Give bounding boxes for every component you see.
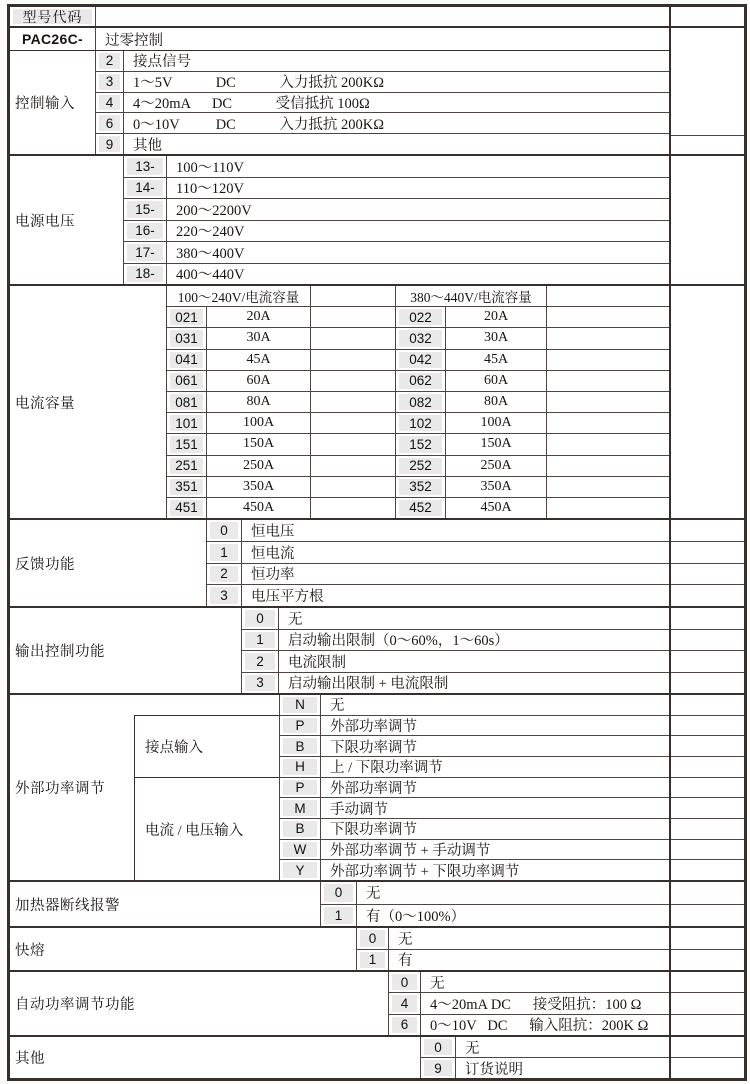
amp-cell: 250A	[446, 456, 547, 476]
option-desc: 无	[366, 886, 381, 903]
option-row	[421, 1057, 669, 1078]
empty-cell	[547, 456, 669, 476]
code-chip: 9	[99, 136, 120, 152]
code-chip: 3	[99, 74, 120, 90]
code-chip: 082	[399, 394, 442, 410]
empty-cell	[547, 498, 669, 518]
option-desc: 电流限制	[288, 654, 346, 671]
blank-code-cell	[671, 735, 744, 756]
amp-cell: 350A	[207, 477, 311, 497]
code-chip: 251	[170, 458, 203, 474]
empty-cell	[311, 434, 396, 454]
option-row	[242, 650, 669, 672]
option-desc: 启动输出限制 + 电流限制	[288, 676, 449, 693]
blank-code-cell	[671, 1014, 744, 1035]
code-chip: 1	[210, 544, 238, 561]
empty-cell	[547, 434, 669, 454]
blank-code-cell	[671, 715, 744, 736]
code-chip: P	[283, 780, 317, 796]
section-feedback	[10, 518, 744, 606]
option-desc: 无	[330, 698, 345, 715]
empty-cell	[311, 371, 396, 391]
option-row	[279, 839, 669, 860]
option-row	[124, 220, 669, 242]
amp-cell: 20A	[207, 307, 311, 327]
option-row	[124, 263, 669, 285]
blank-code-cell	[671, 629, 744, 651]
code-chip: 14-	[127, 180, 163, 197]
empty-cell	[134, 695, 279, 715]
option-row	[96, 112, 669, 133]
option-desc: 有（0～100%）	[366, 908, 466, 925]
option-row	[279, 818, 669, 839]
code-entry-column	[669, 7, 744, 26]
option-desc: 无	[465, 1040, 480, 1057]
blank-code-cell	[671, 839, 744, 860]
option-desc: 1～5V DC 入力抵抗 200KΩ	[133, 75, 384, 92]
code-chip: 4	[392, 995, 417, 1011]
section-auto-power	[10, 970, 744, 1035]
blank-code-cell	[671, 992, 744, 1013]
option-desc: 380～400V	[176, 245, 245, 262]
capacity-row	[167, 370, 669, 391]
blank-code-cell	[671, 156, 744, 284]
code-chip: 17-	[127, 244, 163, 261]
amp-cell: 350A	[446, 477, 547, 497]
option-desc: 400～440V	[176, 267, 245, 284]
section-label: 外部功率调节	[15, 781, 105, 797]
section-current-capacity	[10, 284, 744, 518]
empty-cell	[311, 286, 396, 306]
option-desc: 110～120V	[176, 181, 244, 198]
code-chip: 101	[170, 415, 203, 431]
empty-cell	[311, 498, 396, 518]
model-prefix-row	[10, 28, 669, 50]
section-label: 电流容量	[10, 286, 167, 518]
empty-cell	[311, 413, 396, 433]
blank-code-cell	[671, 756, 744, 777]
capacity-col2-header: 380～440V/电流容量	[396, 286, 547, 306]
code-entry-column	[669, 286, 744, 518]
code-chip: 151	[170, 436, 203, 452]
option-desc: 4～20mA DC 受信抵抗 100Ω	[133, 96, 370, 112]
option-row	[279, 859, 669, 880]
section-control-input	[10, 26, 744, 154]
option-desc: 无	[288, 611, 303, 628]
code-entry-column	[669, 608, 744, 693]
option-row	[279, 777, 669, 798]
option-row	[321, 904, 669, 927]
empty-cell	[311, 307, 396, 327]
option-row	[207, 541, 669, 563]
code-chip: 1	[324, 907, 353, 925]
blank-code-cell	[671, 1037, 744, 1057]
code-chip: 2	[210, 566, 238, 583]
amp-cell: 20A	[446, 307, 547, 327]
empty-cell	[96, 7, 669, 26]
analog-input-group-label: 电流 / 电压输入	[134, 777, 279, 880]
code-chip: 031	[170, 330, 203, 346]
amp-cell: 30A	[446, 328, 547, 348]
capacity-row	[167, 497, 669, 518]
code-chip: 252	[399, 458, 442, 474]
section-label: 反馈功能	[10, 520, 207, 606]
blank-code-cell	[671, 650, 744, 672]
option-desc: 4～20mA DC 接受阻抗：100 Ω	[430, 997, 642, 1013]
blank-code-cell	[671, 520, 744, 541]
section-supply-voltage	[10, 154, 744, 284]
option-row	[242, 608, 669, 629]
code-chip: P	[283, 718, 317, 734]
code-chip: 13-	[127, 158, 163, 175]
model-code-header-cell	[10, 7, 96, 26]
code-chip: 6	[392, 1017, 417, 1033]
model-code-table	[7, 4, 747, 1081]
option-desc: 其他	[133, 137, 162, 154]
empty-cell	[547, 371, 669, 391]
option-row	[207, 520, 669, 541]
blank-code-cell	[671, 904, 744, 927]
model-prefix-desc: 过零控制	[105, 32, 163, 49]
code-chip: 3	[245, 675, 275, 692]
option-desc: 恒电压	[251, 523, 295, 540]
code-chip: 081	[170, 394, 203, 410]
option-row	[279, 735, 669, 756]
option-desc: 220～240V	[176, 224, 245, 241]
capacity-row	[167, 476, 669, 497]
option-row	[242, 629, 669, 651]
option-desc: 启动输出限制（0～60%，1～60s）	[288, 633, 509, 650]
blank-code-cell	[671, 859, 744, 880]
code-chip: 0	[245, 610, 275, 627]
blank-code-cell	[671, 286, 744, 518]
code-chip: 022	[399, 309, 442, 325]
option-row	[389, 972, 669, 992]
amp-cell: 150A	[207, 434, 311, 454]
empty-cell	[311, 477, 396, 497]
amp-cell: 60A	[207, 371, 311, 391]
blank-code-cell	[671, 563, 744, 585]
capacity-col1-header: 100～240V/电流容量	[167, 286, 311, 306]
option-desc: 100～110V	[176, 159, 244, 176]
section-fast-fuse	[10, 926, 744, 970]
code-chip: Y	[283, 862, 317, 878]
option-desc: 下限功率调节	[330, 822, 417, 839]
option-desc: 电压平方根	[251, 589, 324, 606]
code-chip: 3	[210, 587, 238, 604]
option-row	[96, 133, 669, 154]
code-chip: 152	[399, 436, 442, 452]
capacity-row	[167, 412, 669, 433]
code-chip: 062	[399, 373, 442, 389]
blank-code-cell	[671, 608, 744, 629]
code-chip: 0	[324, 884, 353, 902]
blank-code-cell	[671, 928, 744, 949]
empty-cell	[547, 307, 669, 327]
code-chip: 18-	[127, 266, 163, 283]
option-desc: 外部功率调节 + 手动调节	[330, 843, 491, 860]
option-row	[124, 156, 669, 177]
code-chip: 021	[170, 309, 203, 325]
code-chip: 2	[245, 653, 275, 670]
code-chip: B	[283, 738, 317, 754]
code-chip: 0	[210, 522, 238, 539]
option-row	[124, 198, 669, 220]
option-desc: 恒电流	[251, 545, 295, 562]
capacity-row	[167, 455, 669, 476]
amp-cell: 100A	[207, 413, 311, 433]
code-entry-column	[669, 156, 744, 284]
section-heater-alarm	[10, 880, 744, 926]
code-chip: 102	[399, 415, 442, 431]
code-chip: 1	[245, 632, 275, 649]
code-chip: 032	[399, 330, 442, 346]
empty-cell	[547, 413, 669, 433]
code-chip: B	[283, 821, 317, 837]
option-row	[421, 1037, 669, 1057]
option-row	[96, 51, 669, 71]
option-row	[242, 672, 669, 694]
capacity-row	[167, 306, 669, 327]
amp-cell: 80A	[446, 392, 547, 412]
option-desc: 上 / 下限功率调节	[330, 760, 443, 777]
option-row	[207, 584, 669, 606]
blank-code-cell	[671, 882, 744, 904]
amp-cell: 450A	[446, 498, 547, 518]
section-label: 快熔	[10, 928, 357, 970]
code-chip: 351	[170, 479, 203, 495]
option-desc: 手动调节	[330, 801, 388, 818]
amp-cell: 150A	[446, 434, 547, 454]
blank-code-cell	[671, 7, 744, 26]
amp-cell: 45A	[446, 350, 547, 370]
code-chip: H	[283, 759, 317, 775]
blank-code-cell	[671, 135, 744, 154]
section-model-code-header	[10, 7, 744, 26]
blank-code-cell	[671, 797, 744, 818]
section-output-control	[10, 606, 744, 693]
option-row	[96, 71, 669, 92]
option-desc: 接点信号	[133, 54, 191, 71]
option-desc: 外部功率调节 + 下限功率调节	[330, 863, 520, 880]
code-entry-column	[669, 695, 744, 880]
empty-cell	[311, 456, 396, 476]
amp-cell: 45A	[207, 350, 311, 370]
option-row	[279, 695, 669, 715]
option-desc: 外部功率调节	[330, 719, 417, 736]
code-chip: 16-	[127, 223, 163, 240]
code-entry-column	[669, 520, 744, 606]
code-entry-column	[669, 972, 744, 1035]
empty-cell	[547, 328, 669, 348]
empty-cell	[547, 350, 669, 370]
section-label: 输出控制功能	[10, 608, 242, 693]
model-prefix: PAC26C-	[10, 28, 96, 50]
code-entry-column	[669, 1037, 744, 1078]
capacity-row	[167, 327, 669, 348]
option-desc: 200～2200V	[176, 202, 252, 219]
option-row	[321, 882, 669, 904]
empty-cell	[311, 350, 396, 370]
option-desc: 有	[398, 953, 413, 970]
blank-code-cell	[671, 672, 744, 694]
code-chip: 041	[170, 352, 203, 368]
option-desc: 无	[430, 975, 445, 992]
code-chip: 1	[360, 952, 385, 969]
empty-cell	[547, 392, 669, 412]
code-chip: 2	[99, 53, 120, 69]
model-code-header-label: 型号代码	[13, 9, 92, 24]
code-chip: 9	[424, 1060, 452, 1076]
amp-cell: 450A	[207, 498, 311, 518]
amp-cell: 100A	[446, 413, 547, 433]
blank-code-cell	[671, 28, 744, 135]
option-desc: 无	[398, 931, 413, 948]
section-label: 控制输入	[10, 51, 96, 154]
option-row	[279, 797, 669, 818]
code-chip: 0	[360, 930, 385, 947]
input-type-column	[134, 695, 279, 880]
section-other	[10, 1035, 744, 1078]
option-row	[357, 949, 669, 971]
option-desc: 下限功率调节	[330, 739, 417, 756]
code-chip: N	[283, 697, 317, 713]
blank-code-cell	[671, 972, 744, 992]
code-chip: 451	[170, 500, 203, 516]
code-chip: 0	[424, 1039, 452, 1055]
code-entry-column	[669, 928, 744, 970]
blank-code-cell	[671, 1057, 744, 1078]
option-row	[389, 992, 669, 1013]
section-label: 加热器断线报警	[10, 882, 321, 926]
empty-cell	[311, 392, 396, 412]
capacity-row	[167, 433, 669, 454]
code-entry-column	[669, 28, 744, 154]
option-row	[357, 928, 669, 949]
capacity-row	[167, 349, 669, 370]
section-label: 自动功率调节功能	[10, 972, 389, 1035]
option-row	[124, 177, 669, 199]
capacity-header-row	[167, 286, 669, 306]
amp-cell: 30A	[207, 328, 311, 348]
amp-cell: 60A	[446, 371, 547, 391]
blank-code-cell	[671, 818, 744, 839]
option-desc: 订货说明	[465, 1061, 523, 1078]
blank-code-cell	[671, 695, 744, 715]
option-row	[389, 1014, 669, 1035]
empty-cell	[311, 328, 396, 348]
option-desc: 恒功率	[251, 567, 295, 584]
blank-code-cell	[671, 541, 744, 563]
contact-input-group-label: 接点输入	[134, 715, 279, 777]
option-row	[96, 92, 669, 113]
option-row	[279, 715, 669, 736]
code-chip: 6	[99, 115, 120, 131]
blank-code-cell	[671, 777, 744, 798]
amp-cell: 80A	[207, 392, 311, 412]
code-chip: 452	[399, 500, 442, 516]
option-desc: 外部功率调节	[330, 781, 417, 798]
section-external-power	[10, 693, 744, 880]
code-chip: 4	[99, 95, 120, 111]
code-chip: 352	[399, 479, 442, 495]
code-chip: 15-	[127, 201, 163, 218]
capacity-row	[167, 391, 669, 412]
option-desc: 0～10V DC 入力抵抗 200KΩ	[133, 116, 384, 133]
empty-cell	[547, 477, 669, 497]
option-row	[279, 756, 669, 777]
amp-cell: 250A	[207, 456, 311, 476]
empty-cell	[547, 286, 669, 306]
section-label: 电源电压	[10, 156, 124, 284]
code-chip: 042	[399, 352, 442, 368]
option-desc: 0～10V DC 输入阻抗：200K Ω	[430, 1018, 649, 1035]
option-row	[124, 241, 669, 263]
code-chip: 0	[392, 974, 417, 990]
blank-code-cell	[671, 949, 744, 971]
blank-code-cell	[671, 584, 744, 606]
code-chip: 061	[170, 373, 203, 389]
option-row	[207, 563, 669, 585]
section-label: 其他	[10, 1037, 421, 1078]
code-entry-column	[669, 882, 744, 926]
code-chip: M	[283, 800, 317, 816]
code-chip: W	[283, 842, 317, 858]
